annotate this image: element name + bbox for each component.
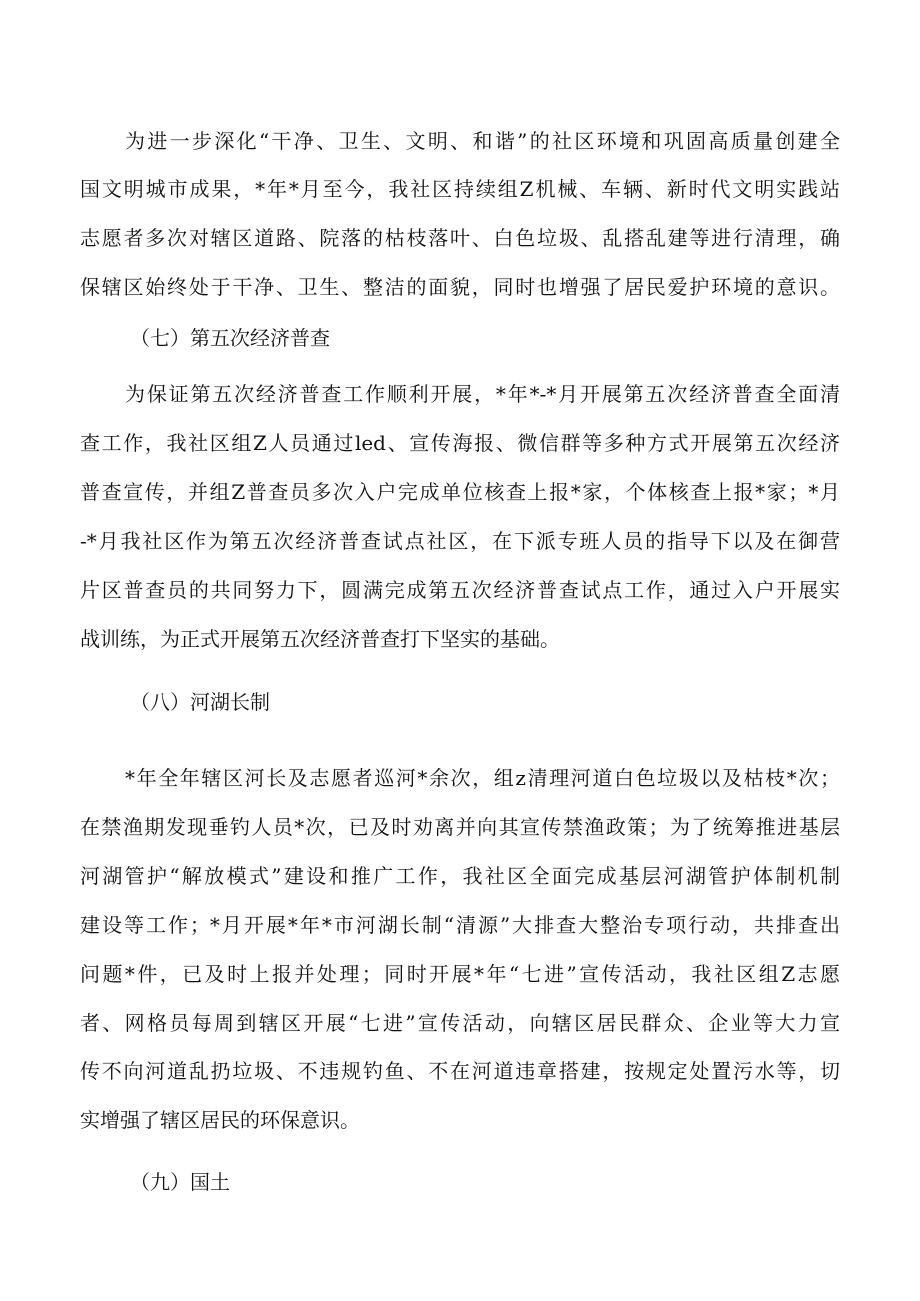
para1-line-3: 志愿者多次对辖区道路、院落的枯枝落叶、白色垃圾、乱搭乱建等进行清理，确 — [80, 226, 840, 250]
section-heading-9: （九）国土 — [130, 1170, 230, 1194]
section-heading-7: （七）第五次经济普查 — [130, 326, 330, 350]
para3-line-2: 在禁渔期发现垂钓人员*次，已及时劝离并向其宣传禁渔政策；为了统筹推进基层 — [80, 815, 840, 839]
para1-line-4: 保辖区始终处于干净、卫生、整洁的面貌，同时也增强了居民爱护环境的意识。 — [80, 275, 840, 299]
para3-line-7: 传不向河道乱扔垃圾、不违规钓鱼、不在河道违章搭建，按规定处置污水等，切 — [80, 1059, 840, 1083]
para2-line-5: 片区普查员的共同努力下，圆满完成第五次经济普查试点工作，通过入户开展实 — [80, 578, 840, 602]
para2-line-3: 普查宣传，并组Z普查员多次入户完成单位核查上报*家，个体核查上报*家；*月 — [80, 480, 840, 504]
para2-line-6: 战训练，为正式开展第五次经济普查打下坚实的基础。 — [80, 627, 560, 651]
para1-line-2: 国文明城市成果，*年*月至今，我社区持续组Z机械、车辆、新时代文明实践站 — [80, 177, 840, 201]
para3-line-4: 建设等工作；*月开展*年*市河湖长制“清源”大排查大整治专项行动，共排查出 — [80, 913, 840, 937]
para3-line-6: 者、网格员每周到辖区开展“七进”宣传活动，向辖区居民群众、企业等大力宣 — [80, 1011, 840, 1035]
para3-line-3: 河湖管护“解放模式”建设和推广工作，我社区全面完成基层河湖管护体制机制 — [80, 864, 840, 888]
para2-line-1: 为保证第五次经济普查工作顺利开展，*年*-*月开展第五次经济普查全面清 — [125, 382, 840, 406]
para2-line-4: -*月我社区作为第五次经济普查试点社区，在下派专班人员的指导下以及在御营 — [80, 529, 840, 553]
para3-line-8: 实增强了辖区居民的环保意识。 — [80, 1108, 360, 1132]
para3-line-1: *年全年辖区河长及志愿者巡河*余次，组z清理河道白色垃圾以及枯枝*次； — [125, 766, 840, 790]
section-heading-8: （八）河湖长制 — [130, 690, 270, 714]
para1-line-1: 为进一步深化“干净、卫生、文明、和谐”的社区环境和巩固高质量创建全 — [125, 129, 840, 153]
para2-line-2: 查工作，我社区组Z人员通过led、宣传海报、微信群等多种方式开展第五次经济 — [80, 431, 840, 455]
para3-line-5: 问题*件，已及时上报并处理；同时开展*年“七进”宣传活动，我社区组Z志愿 — [80, 962, 840, 986]
